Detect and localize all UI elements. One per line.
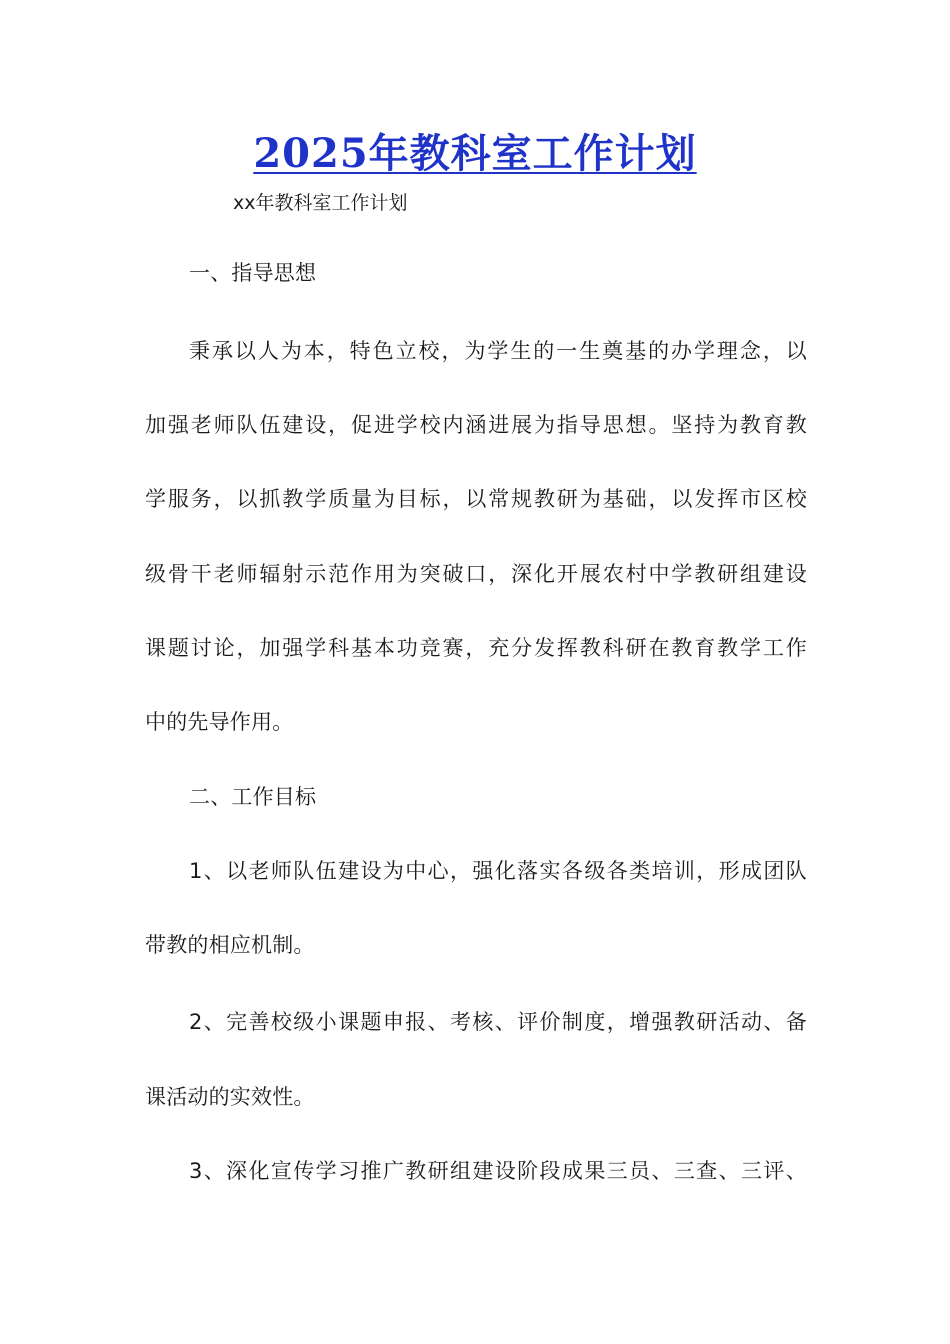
paragraph-line: 级骨干老师辐射示范作用为突破口，深化开展农村中学教研组建设 [145,562,807,586]
paragraph-line: 3、深化宣传学习推广教研组建设阶段成果三员、三查、三评、 [189,1159,807,1183]
paragraph-line: 带教的相应机制。 [145,933,315,957]
paragraph-line: 课题讨论，加强学科基本功竞赛，充分发挥教科研在教育教学工作 [145,636,807,660]
document-title[interactable]: 2025年教科室工作计划 [253,130,697,177]
paragraph-line: 课活动的实效性。 [145,1085,315,1109]
paragraph-line: 秉承以人为本，特色立校，为学生的一生奠基的办学理念，以 [189,339,807,363]
section-heading-work-goals: 二、工作目标 [189,785,317,809]
paragraph-line: 加强老师队伍建设，促进学校内涵进展为指导思想。坚持为教育教 [145,413,807,437]
paragraph-line: 2、完善校级小课题申报、考核、评价制度，增强教研活动、备 [189,1010,807,1034]
paragraph-line: 中的先导作用。 [145,710,294,734]
paragraph-line: 1、以老师队伍建设为中心，强化落实各级各类培训，形成团队 [189,859,807,883]
document-subtitle: xx年教科室工作计划 [233,192,408,214]
paragraph-line: 学服务，以抓教学质量为目标，以常规教研为基础，以发挥市区校 [145,487,807,511]
section-heading-guiding-thought: 一、指导思想 [189,261,317,285]
